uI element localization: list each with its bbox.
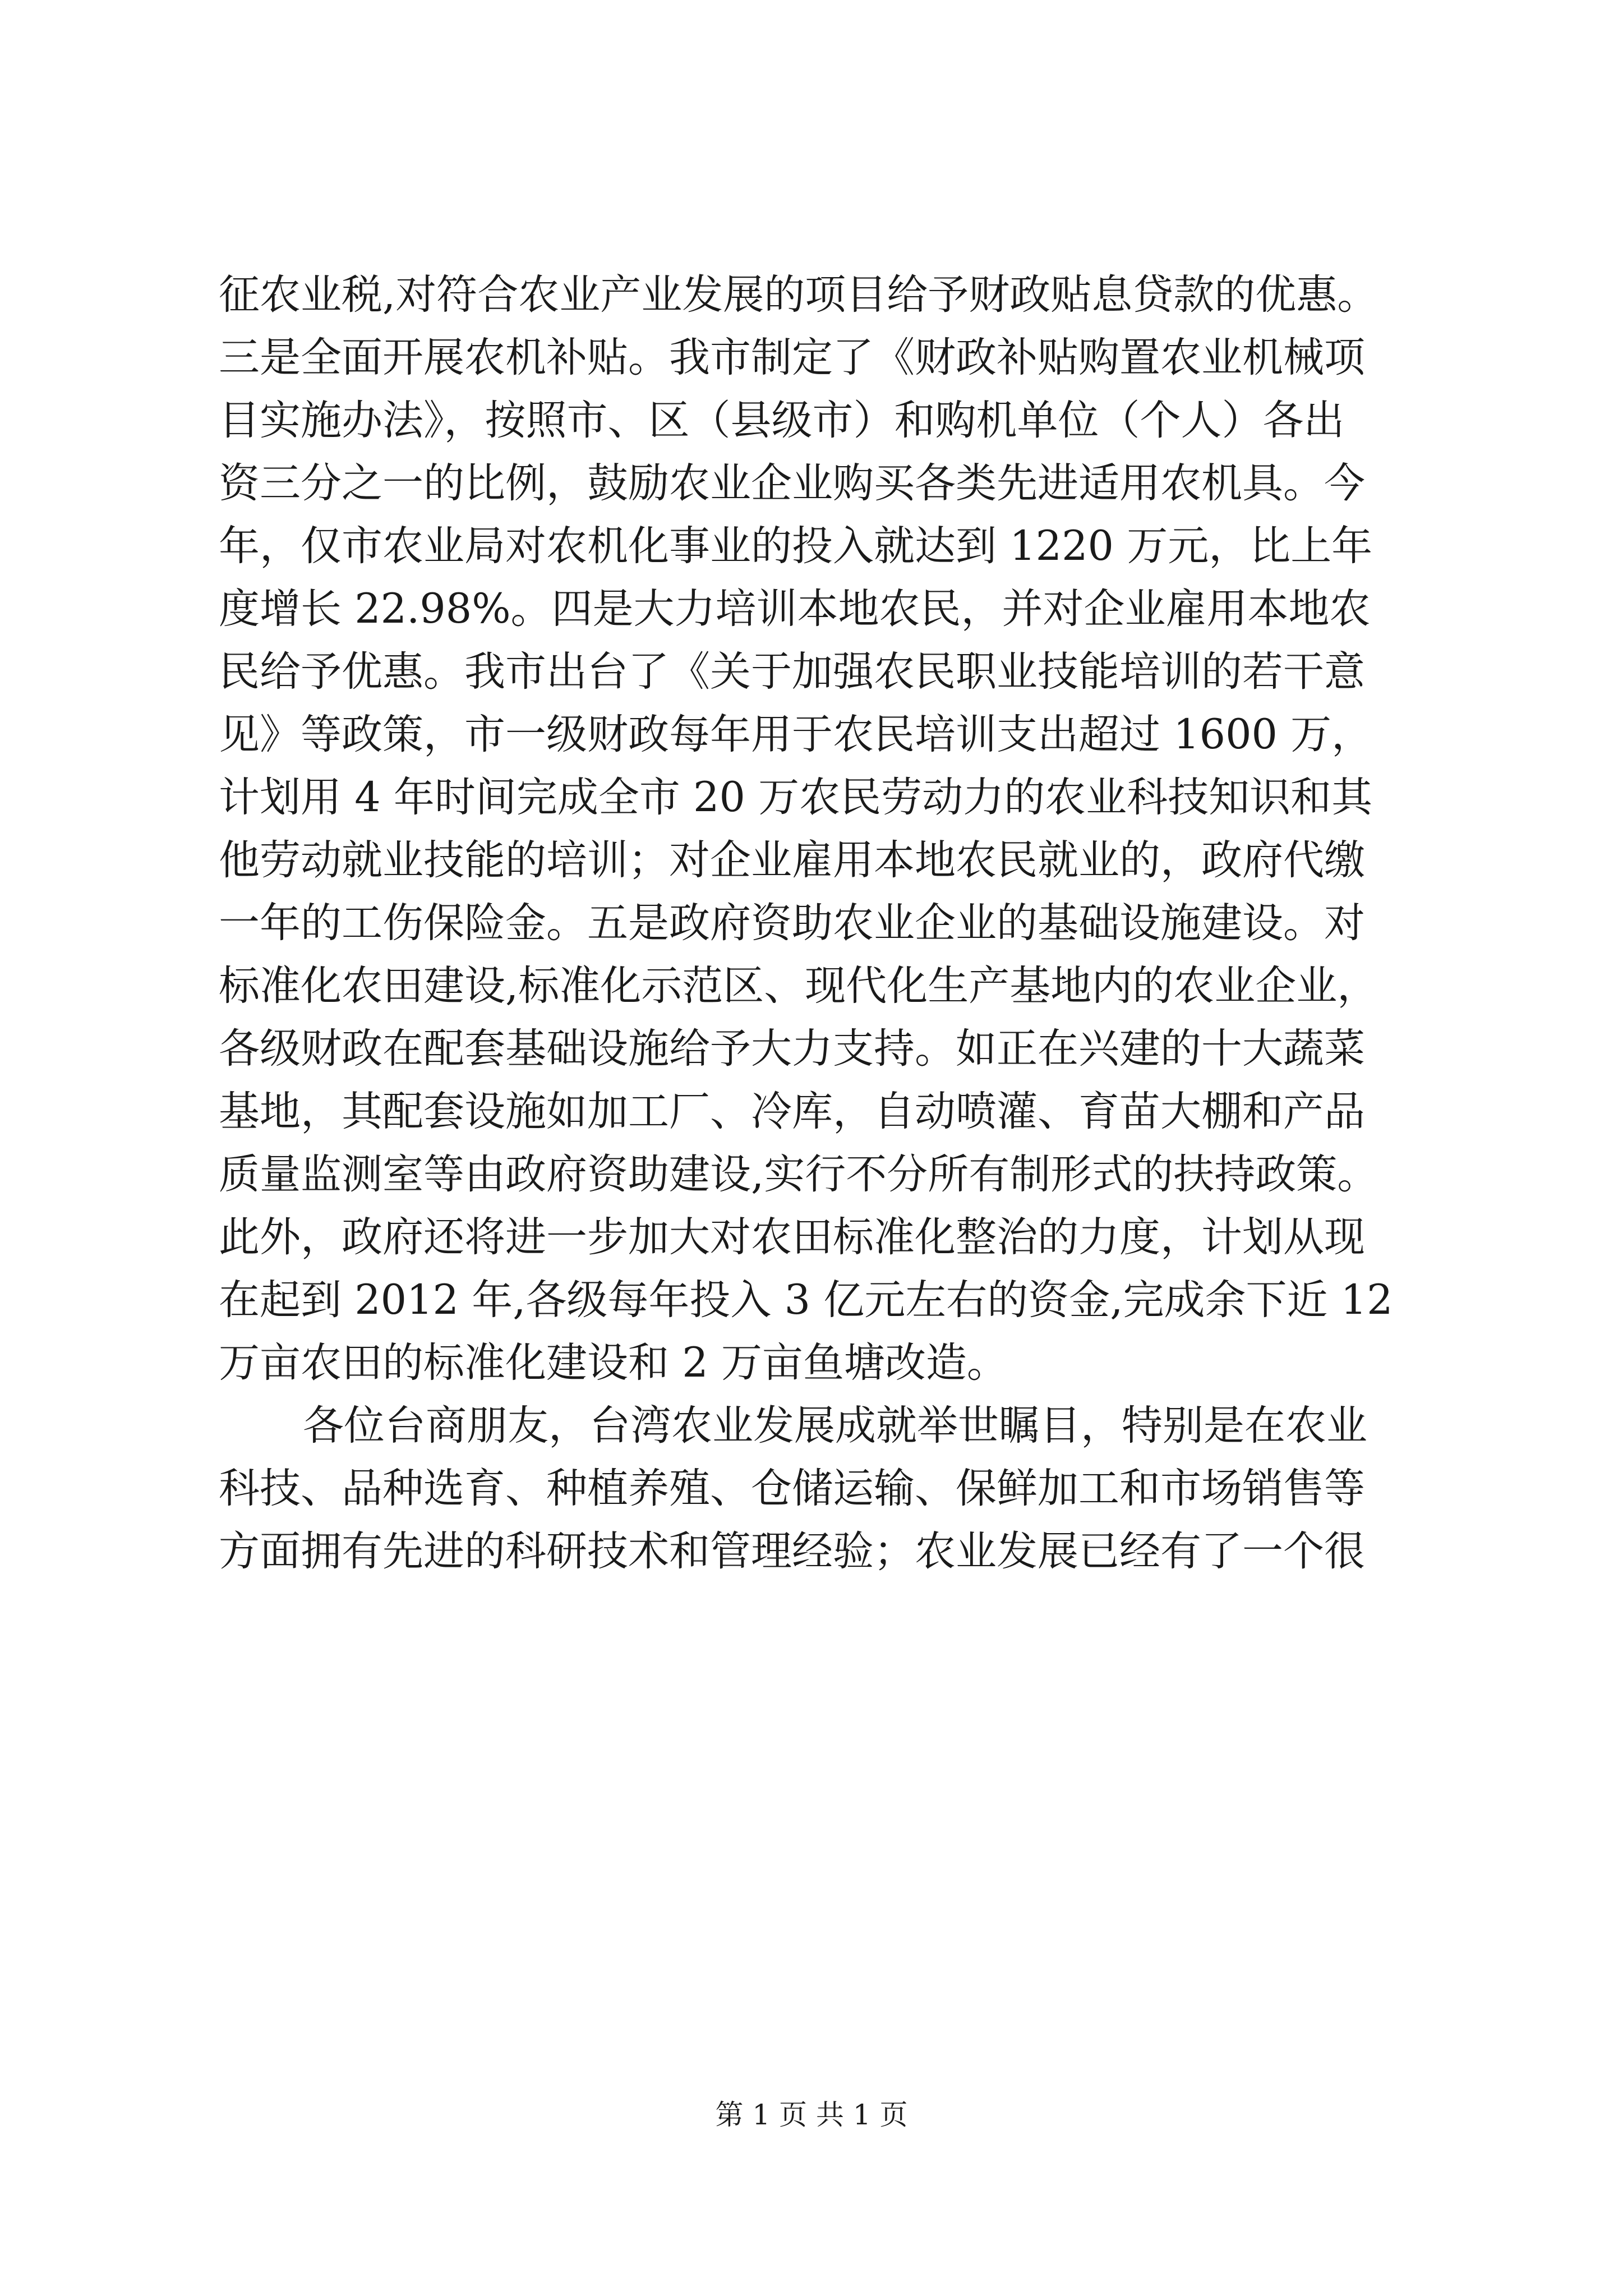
text-line: 三是全面开展农机补贴。我市制定了《财政补贴购置农业机械项	[219, 334, 1365, 381]
text-line: 征农业税,对符合农业产业发展的项目给予财政贴息贷款的优惠。	[219, 271, 1378, 319]
text-line: 民给予优惠。我市出台了《关于加强农民职业技能培训的若干意	[219, 648, 1365, 696]
body-text	[219, 264, 1419, 1583]
text-line: 基地，其配套设施如加工厂、冷库，自动喷灌、育苗大棚和产品	[219, 1088, 1365, 1135]
text-line: 此外，政府还将进一步加大对农田标准化整治的力度，计划从现	[219, 1213, 1365, 1261]
paragraph-first-line: 各位台商朋友，台湾农业发展成就举世瞩目，特别是在农业	[303, 1402, 1367, 1450]
text-line: 资三分之一的比例，鼓励农业企业购买各类先进适用农机具。今	[219, 459, 1365, 507]
text-line: 各级财政在配套基础设施给予大力支持。如正在兴建的十大蔬菜	[219, 1025, 1365, 1073]
text-line: 在起到 2012 年,各级每年投入 3 亿元左右的资金,完成余下近 12	[219, 1276, 1393, 1324]
text-line: 见》等政策，市一级财政每年用于农民培训支出超过 1600 万，	[219, 711, 1373, 758]
text-line: 质量监测室等由政府资助建设,实行不分所有制形式的扶持政策。	[219, 1151, 1378, 1198]
text-line: 万亩农田的标准化建设和 2 万亩鱼塘改造。	[219, 1339, 1008, 1387]
text-line: 标准化农田建设,标准化示范区、现代化生产基地内的农业企业，	[219, 962, 1378, 1010]
text-line: 度增长 22.98%。四是大力培训本地农民，并对企业雇用本地农	[219, 585, 1371, 633]
text-line: 一年的工伤保险金。五是政府资助农业企业的基础设施建设。对	[219, 899, 1365, 947]
text-line: 计划用 4 年时间完成全市 20 万农民劳动力的农业科技知识和其	[219, 774, 1373, 821]
text-line: 科技、品种选育、种植养殖、仓储运输、保鲜加工和市场销售等	[219, 1465, 1365, 1512]
text-line: 方面拥有先进的科研技术和管理经验；农业发展已经有了一个很	[219, 1527, 1365, 1575]
text-line: 他劳动就业技能的培训；对企业雇用本地农民就业的，政府代缴	[219, 836, 1365, 884]
text-line: 年，仅市农业局对农机化事业的投入就达到 1220 万元，比上年	[219, 522, 1373, 570]
text-line: 目实施办法》，按照市、区（县级市）和购机单位（个人）各出	[219, 397, 1345, 444]
page-number-footer: 第 1 页 共 1 页	[715, 2099, 908, 2131]
